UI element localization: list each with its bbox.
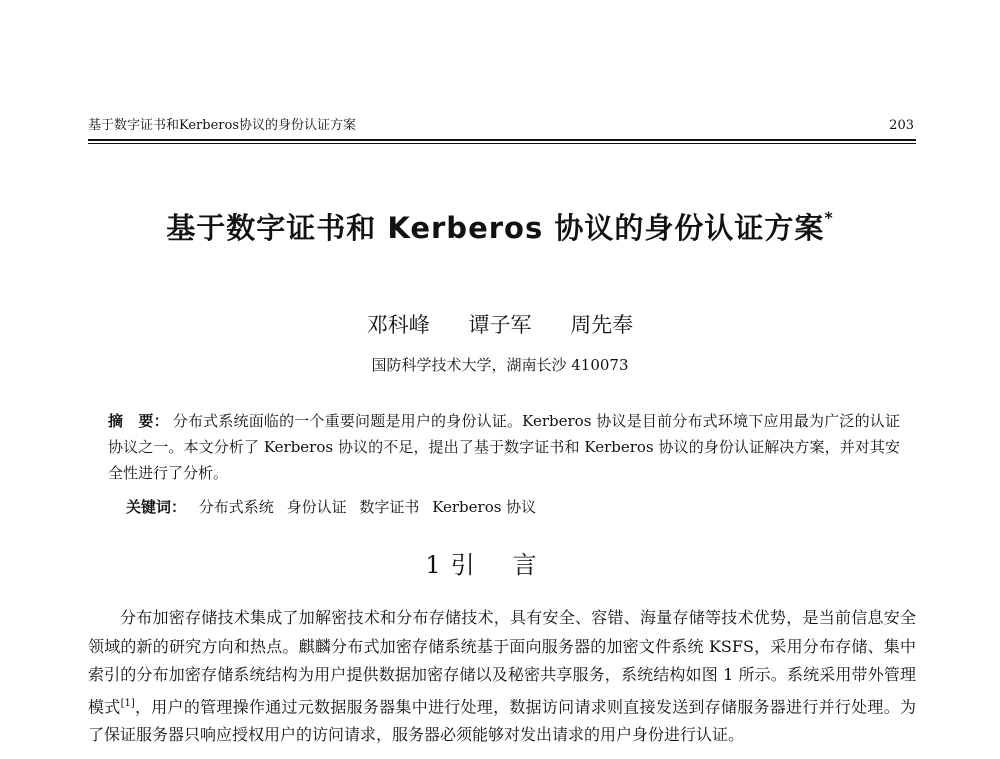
body-text-part2: ，用户的管理操作通过元数据服务器集中进行处理，数据访问请求则直接发送到存储服务器进行并行处理。为了保证服务器只响应授权用户的访问请求，服务器必须能够对发出请求的用户身份进行认证。 (88, 696, 916, 745)
running-head-title: 基于数字证书和Kerberos协议的身份认证方案 (88, 118, 356, 133)
author-name: 谭子军 (468, 313, 532, 337)
section-title: 引言 (450, 551, 575, 579)
author-name: 周先奉 (570, 313, 634, 337)
keywords (126, 494, 906, 520)
abstract-text: 分布式系统面临的一个重要问题是用户的身份认证。Kerberos 协议是目前分布式环境下应用最为广泛的认证协议之一。本文分析了 Kerberos 协议的不足，提出了基于数字证书和 Kerberos 协议的身份认证解决方案，并对其安全性进行了分析。 (108, 412, 900, 482)
keyword: 数字证书 (359, 498, 420, 516)
body-text-part1: 分布加密存储技术集成了加解密技术和分布存储技术，具有安全、容错、海量存储等技术优势，是当前信息安全领域的新的研究方向和热点。麒麟分布式加密存储系统基于面向服务器的加密文件系统 KSFS，采用分布存储、集中索引的分布加密存储系统结构为用户提供数据加密存储以及秘密共享服务，系统结构如图 1 所示。系统采用带外管理模式 (88, 608, 916, 716)
keyword: 身份认证 (286, 498, 347, 516)
page-number: 203 (889, 118, 914, 133)
abstract-label: 摘 要： (108, 412, 169, 430)
keyword: 分布式系统 (198, 498, 274, 516)
header-rule-thick (88, 139, 916, 141)
keywords-label: 关键词： (126, 498, 187, 516)
citation: [1] (120, 697, 135, 709)
title-footnote-mark: * (824, 208, 834, 228)
paper-title (0, 206, 1000, 247)
section-heading (0, 545, 1000, 580)
affiliation: 国防科学技术大学，湖南长沙 410073 (371, 356, 629, 374)
header-rule-thin (88, 143, 916, 144)
keyword: Kerberos 协议 (432, 498, 537, 516)
abstract (108, 408, 900, 486)
author-name: 邓科峰 (366, 313, 430, 337)
author-list (0, 309, 1000, 339)
running-head (88, 116, 914, 136)
body-paragraph (88, 604, 916, 750)
paper-title-text: 基于数字证书和 Kerberos 协议的身份认证方案 (166, 211, 825, 245)
section-number: 1 (425, 551, 441, 579)
